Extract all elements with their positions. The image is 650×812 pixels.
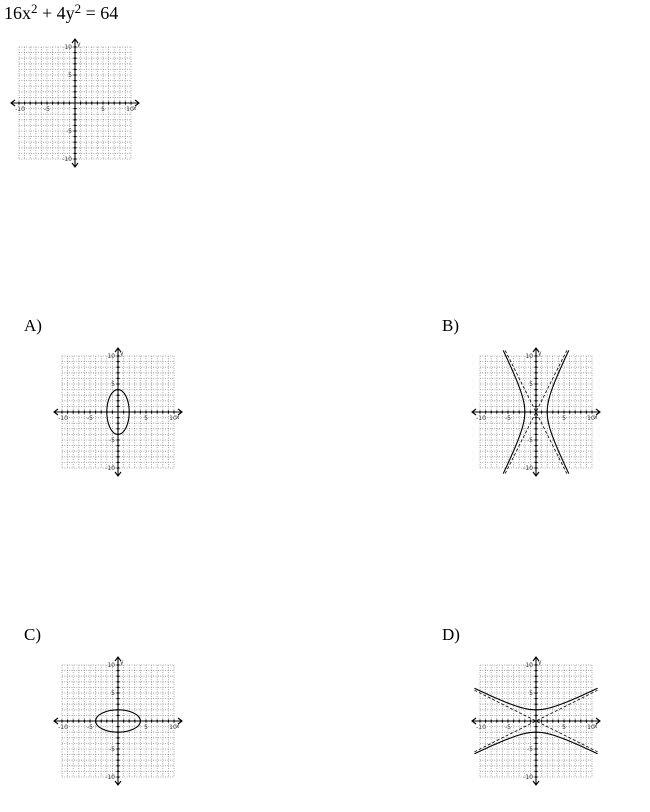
choice-b-graph: [465, 341, 607, 483]
x-tick-label: -5: [87, 724, 93, 731]
y-tick-label: 5: [529, 381, 533, 388]
x-tick-label: -5: [505, 724, 511, 731]
x-tick-label: -10: [58, 724, 68, 731]
y-tick-label: 5: [529, 690, 533, 697]
y-tick-label: 5: [111, 381, 115, 388]
y-tick-label: -10: [105, 465, 115, 472]
y-tick-label: -5: [109, 746, 115, 753]
y-axis-label: y: [538, 659, 542, 666]
y-axis-label: y: [120, 350, 124, 357]
axes: [472, 348, 600, 476]
y-tick-label: -5: [66, 128, 72, 135]
y-tick-label: 10: [525, 353, 533, 360]
y-tick-label: -5: [527, 746, 533, 753]
x-tick-label: -5: [505, 415, 511, 422]
y-tick-label: 10: [64, 44, 72, 51]
coordinate-plane: [465, 650, 607, 792]
x-tick-label: 5: [144, 724, 148, 731]
coordinate-plane: [465, 341, 607, 483]
x-axis-label: x: [176, 723, 180, 730]
choice-c-label: C): [24, 625, 41, 644]
x-axis-label: x: [176, 414, 180, 421]
choice-b-label: B): [442, 316, 459, 335]
x-tick-label: 5: [144, 415, 148, 422]
x-axis-label: x: [594, 414, 598, 421]
y-tick-label: -10: [523, 774, 533, 781]
x-tick-label: -10: [476, 724, 486, 731]
choice-d-label: D): [442, 625, 460, 644]
x-axis-label: x: [133, 105, 137, 112]
x-tick-label: -5: [87, 415, 93, 422]
choice-a-graph: [47, 341, 189, 483]
choice-d-graph: [465, 650, 607, 792]
x-tick-label: 5: [562, 724, 566, 731]
axes: [472, 657, 600, 785]
coordinate-plane: [4, 32, 146, 174]
x-tick-label: -5: [44, 106, 50, 113]
coordinate-plane: [47, 650, 189, 792]
y-tick-label: -5: [109, 437, 115, 444]
x-axis-label: x: [594, 723, 598, 730]
x-tick-label: -10: [15, 106, 25, 113]
x-tick-label: -10: [476, 415, 486, 422]
y-tick-label: 5: [68, 72, 72, 79]
y-tick-label: 5: [111, 690, 115, 697]
x-tick-label: 10: [169, 415, 177, 422]
y-axis-label: y: [120, 659, 124, 666]
x-tick-label: 10: [169, 724, 177, 731]
x-tick-label: 10: [126, 106, 134, 113]
y-tick-label: -10: [62, 156, 72, 163]
y-tick-label: 10: [107, 353, 115, 360]
x-tick-label: 10: [587, 415, 595, 422]
y-tick-label: -10: [523, 465, 533, 472]
y-tick-label: 10: [107, 662, 115, 669]
x-tick-label: 10: [587, 724, 595, 731]
choice-a-label: A): [24, 316, 42, 335]
y-axis-label: y: [77, 41, 81, 48]
x-tick-label: -10: [58, 415, 68, 422]
x-tick-label: 5: [101, 106, 105, 113]
coordinate-plane: [47, 341, 189, 483]
y-tick-label: -5: [527, 437, 533, 444]
x-tick-label: 5: [562, 415, 566, 422]
choice-c-graph: [47, 650, 189, 792]
y-tick-label: -10: [105, 774, 115, 781]
y-axis-label: y: [538, 350, 542, 357]
problem-equation: $16x^2 + 4y^2 = 64$: [4, 1, 119, 23]
y-tick-label: 10: [525, 662, 533, 669]
problem-graph: [4, 32, 146, 174]
